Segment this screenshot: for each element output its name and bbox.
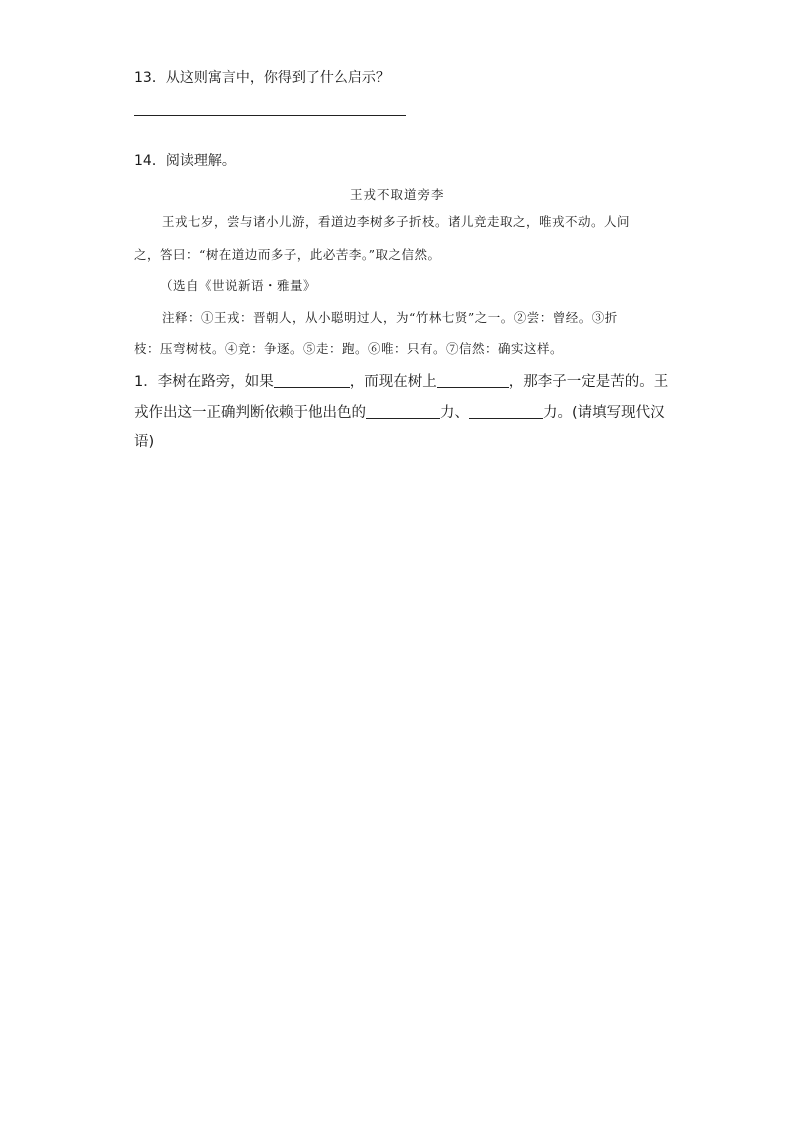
passage-title: 王戎不取道旁李 bbox=[350, 187, 445, 202]
subquestion-1-line-3: 语) bbox=[134, 434, 155, 450]
fill-blank-1[interactable] bbox=[274, 373, 350, 388]
subquestion-1-line-1 bbox=[134, 370, 668, 391]
fill-blank-3[interactable] bbox=[366, 404, 440, 419]
question-13 bbox=[134, 67, 390, 87]
question-14-text: 阅读理解。 bbox=[165, 153, 236, 169]
sub1-line2-part3: 力。(请填写现代汉 bbox=[543, 405, 665, 421]
question-13-text: 从这则寓言中，你得到了什么启示？ bbox=[165, 70, 390, 86]
question-13-number: 13． bbox=[134, 70, 166, 86]
notes-line-1: 注释：①王戎：晋朝人，从小聪明过人，为“竹林七贤”之一。②尝：曾经。③折 bbox=[162, 310, 618, 325]
subquestion-1-line-2 bbox=[134, 401, 665, 422]
passage-source: （选自《世说新语・雅量》 bbox=[160, 278, 317, 293]
question-14-number: 14． bbox=[134, 153, 166, 169]
question-14 bbox=[134, 150, 236, 170]
fill-blank-4[interactable] bbox=[469, 404, 543, 419]
sub1-part2: ，而现在树上 bbox=[349, 374, 437, 390]
sub1-part1: 1．李树在路旁，如果 bbox=[134, 374, 274, 390]
sub1-part3: ，那李子一定是苦的。王 bbox=[508, 374, 669, 390]
sub1-line2-part2: 力、 bbox=[440, 405, 469, 421]
fill-blank-2[interactable] bbox=[437, 373, 509, 388]
sub1-line2-part1: 戎作出这一正确判断依赖于他出色的 bbox=[134, 405, 366, 421]
question-13-answer-line[interactable] bbox=[134, 115, 406, 116]
passage-line-2: 之，答曰：“树在道边而多子，此必苦李。”取之信然。 bbox=[134, 247, 441, 262]
passage-line-1: 王戎七岁，尝与诸小儿游，看道边李树多子折枝。诸儿竞走取之，唯戎不动。人问 bbox=[162, 214, 631, 229]
notes-line-2: 枝：压弯树枝。④竞：争逐。⑤走：跑。⑥唯：只有。⑦信然：确实这样。 bbox=[134, 341, 564, 356]
